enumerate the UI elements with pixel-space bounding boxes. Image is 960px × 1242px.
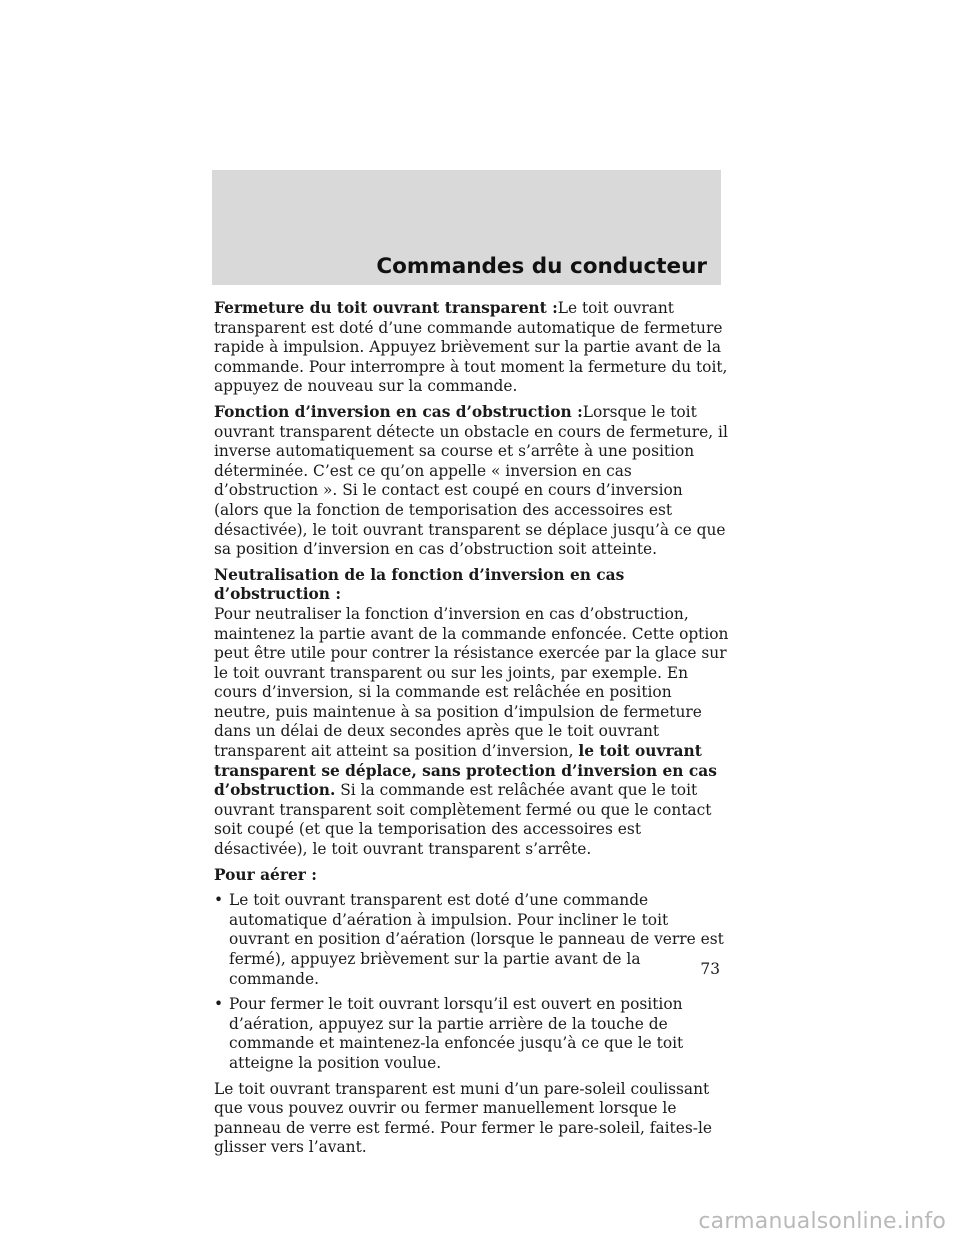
paragraph-override bbox=[214, 566, 730, 860]
header-band bbox=[212, 170, 721, 285]
text-override-1: Pour neutraliser la fonction d’inversion en cas d’obstruction, maintenez la partie avant de la commande enfoncée. Cette option peut être utile pour contrer la résistance exercée par la glace sur le toit ouvrant transparent ou sur les joints, par exemple. En cours d’inversion, si la commande est relâchée en position neutre, puis maintenue à sa position d’impulsion de fermeture dans un délai de deux secondes après que le toit ouvrant transparent ait atteint sa position d’inversion, bbox=[214, 604, 729, 761]
heading-override: Neutralisation de la fonction d’inversion en cas d’obstruction : bbox=[214, 565, 625, 604]
list-item bbox=[214, 891, 730, 989]
paragraph-sunshade bbox=[214, 1080, 730, 1158]
paragraph-vent-heading bbox=[214, 866, 730, 886]
text-sunshade: Le toit ouvrant transparent est muni d’un pare-soleil coulissant que vous pouvez ouvrir ou fermer manuellement lorsque le panneau de verre est fermé. Pour fermer le pare-soleil, faites-le glisser vers l’avant. bbox=[214, 1079, 712, 1157]
heading-closing: Fermeture du toit ouvrant transparent : bbox=[214, 299, 558, 317]
section-title: Commandes du conducteur bbox=[376, 254, 707, 279]
heading-obstruction: Fonction d’inversion en cas d’obstruction : bbox=[214, 402, 583, 421]
paragraph-obstruction bbox=[214, 403, 730, 560]
paragraph-closing bbox=[214, 299, 730, 397]
page-content bbox=[214, 299, 730, 1164]
text-closing: Le toit ouvrant transparent est doté d’une commande automatique de fermeture rapide à impulsion. Appuyez brièvement sur la partie avant de la commande. Pour interrompre à tout moment la fermeture du toit, appuyez de nouveau sur la commande. bbox=[214, 299, 728, 396]
list-item bbox=[214, 995, 730, 1073]
text-override-2: Si la commande est relâchée avant que le toit ouvrant transparent soit complètement fermé ou que le contact soit coupé (et que la temporisation des accessoires est désactivée), le toit ouvrant transparent s’arrête. bbox=[214, 781, 712, 859]
bullet-text: Le toit ouvrant transparent est doté d’une commande automatique d’aération à impulsion. Pour incliner le toit ouvrant en position d’aération (lorsque le panneau de verre est fermé), appuyez brièvement sur la partie avant de la commande. bbox=[229, 891, 724, 988]
text-obstruction: Lorsque le toit ouvrant transparent détecte un obstacle en cours de fermeture, il inverse automatiquement sa course et s’arrête à une position déterminée. C’est ce qu’on appelle « inversion en cas d’obstruction ». Si le contact est coupé en cours d’inversion (alors que la fonction de temporisation des accessoires est désactivée), le toit ouvrant transparent se déplace jusqu’à ce que sa position d’inversion en cas d’obstruction soit atteinte. bbox=[214, 402, 728, 559]
page-number: 73 bbox=[700, 960, 720, 978]
bullet-icon: • bbox=[214, 995, 224, 1014]
bullet-icon: • bbox=[214, 891, 224, 910]
text-override-emphasis: le toit ouvrant transparent se déplace, sans protection d’inversion en cas d’obstruction. bbox=[214, 742, 717, 800]
watermark: carmanualsonline.info bbox=[698, 1209, 946, 1234]
bullet-text: Pour fermer le toit ouvrant lorsqu’il est ouvert en position d’aération, appuyez sur la partie arrière de la touche de commande et maintenez-la enfoncée jusqu’à ce que le toit atteigne la position voulue. bbox=[229, 995, 684, 1072]
heading-vent: Pour aérer : bbox=[214, 865, 317, 884]
